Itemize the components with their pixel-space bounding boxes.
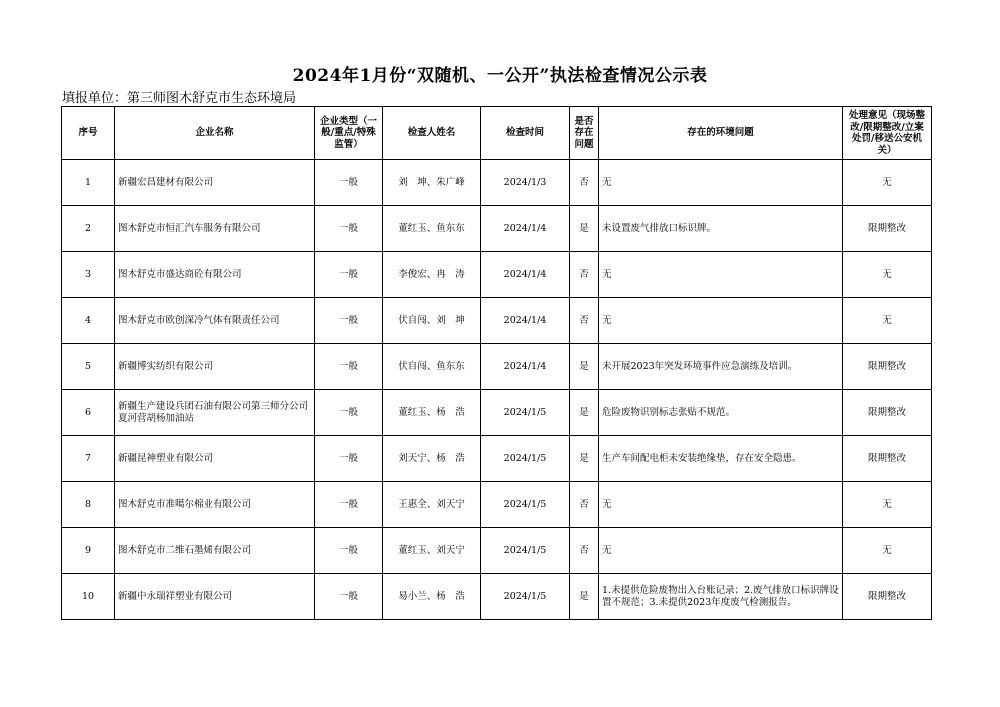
cell-issue: 无 xyxy=(599,298,843,344)
cell-date: 2024/1/4 xyxy=(481,298,570,344)
cell-result: 无 xyxy=(843,160,932,206)
cell-company-type: 一般 xyxy=(315,390,383,436)
cell-has-issue: 否 xyxy=(570,160,599,206)
cell-company-name: 新疆生产建设兵团石油有限公司第三师分公司夏河营胡杨加油站 xyxy=(115,390,315,436)
cell-inspector: 董红玉、鱼东东 xyxy=(383,206,481,252)
cell-no: 10 xyxy=(62,574,115,620)
table-row xyxy=(62,390,932,436)
cell-date: 2024/1/4 xyxy=(481,206,570,252)
cell-result: 限期整改 xyxy=(843,344,932,390)
inspection-table xyxy=(61,106,932,620)
cell-company-name: 图木舒克市盛达商砼有限公司 xyxy=(115,252,315,298)
header-no: 序号 xyxy=(62,107,115,160)
cell-date: 2024/1/5 xyxy=(481,482,570,528)
cell-has-issue: 否 xyxy=(570,298,599,344)
cell-company-type: 一般 xyxy=(315,252,383,298)
cell-inspector: 刘天宁、杨 浩 xyxy=(383,436,481,482)
cell-result: 限期整改 xyxy=(843,206,932,252)
header-company-name: 企业名称 xyxy=(115,107,315,160)
cell-company-type: 一般 xyxy=(315,436,383,482)
cell-no: 8 xyxy=(62,482,115,528)
cell-inspector: 伏自闯、鱼东东 xyxy=(383,344,481,390)
cell-no: 9 xyxy=(62,528,115,574)
header-result: 处理意见（现场整改/限期整改/立案处罚/移送公安机关） xyxy=(843,107,932,160)
cell-date: 2024/1/4 xyxy=(481,252,570,298)
cell-no: 5 xyxy=(62,344,115,390)
header-date: 检查时间 xyxy=(481,107,570,160)
cell-result: 无 xyxy=(843,252,932,298)
cell-company-type: 一般 xyxy=(315,528,383,574)
cell-result: 无 xyxy=(843,298,932,344)
header-has-issue: 是否存在问题 xyxy=(570,107,599,160)
cell-has-issue: 是 xyxy=(570,574,599,620)
cell-inspector: 董红玉、刘天宁 xyxy=(383,528,481,574)
cell-issue: 未开展2023年突发环境事件应急演练及培训。 xyxy=(599,344,843,390)
cell-issue: 无 xyxy=(599,160,843,206)
cell-company-name: 新疆昆神塑业有限公司 xyxy=(115,436,315,482)
table-row xyxy=(62,252,932,298)
cell-issue: 无 xyxy=(599,482,843,528)
cell-has-issue: 否 xyxy=(570,528,599,574)
cell-inspector: 伏自闯、刘 坤 xyxy=(383,298,481,344)
cell-company-name: 新疆中永瑞祥塑业有限公司 xyxy=(115,574,315,620)
cell-company-type: 一般 xyxy=(315,574,383,620)
table-row xyxy=(62,436,932,482)
header-issue: 存在的环境问题 xyxy=(599,107,843,160)
header-inspector: 检查人姓名 xyxy=(383,107,481,160)
cell-company-name: 新疆博实纺织有限公司 xyxy=(115,344,315,390)
cell-issue: 1.未提供危险废物出入台账记录；2.废气排放口标识牌设置不规范；3.未提供2023年度废气检测报告。 xyxy=(599,574,843,620)
cell-company-name: 新疆宏昌建材有限公司 xyxy=(115,160,315,206)
cell-issue: 未设置废气排放口标识牌。 xyxy=(599,206,843,252)
table-header-row xyxy=(62,107,932,160)
cell-issue: 危险废物识别标志张贴不规范。 xyxy=(599,390,843,436)
cell-has-issue: 是 xyxy=(570,436,599,482)
cell-issue: 无 xyxy=(599,252,843,298)
cell-company-type: 一般 xyxy=(315,298,383,344)
cell-result: 限期整改 xyxy=(843,436,932,482)
table-row xyxy=(62,528,932,574)
reporting-unit: 填报单位：第三师图木舒克市生态环境局 xyxy=(62,91,297,106)
cell-has-issue: 是 xyxy=(570,206,599,252)
cell-inspector: 董红玉、杨 浩 xyxy=(383,390,481,436)
cell-result: 限期整改 xyxy=(843,574,932,620)
table-row xyxy=(62,206,932,252)
cell-has-issue: 否 xyxy=(570,482,599,528)
cell-inspector: 易小兰、杨 浩 xyxy=(383,574,481,620)
cell-no: 7 xyxy=(62,436,115,482)
cell-result: 无 xyxy=(843,528,932,574)
cell-inspector: 王惠全、刘天宁 xyxy=(383,482,481,528)
document-title: 2024年1月份“双随机、一公开”执法检查情况公示表 xyxy=(292,66,708,86)
cell-date: 2024/1/5 xyxy=(481,528,570,574)
cell-date: 2024/1/5 xyxy=(481,436,570,482)
cell-inspector: 李俊宏、冉 涛 xyxy=(383,252,481,298)
cell-has-issue: 是 xyxy=(570,390,599,436)
header-company-type: 企业类型（一般/重点/特殊监管） xyxy=(315,107,383,160)
table-row xyxy=(62,160,932,206)
cell-issue: 无 xyxy=(599,528,843,574)
cell-date: 2024/1/3 xyxy=(481,160,570,206)
table-row xyxy=(62,482,932,528)
cell-date: 2024/1/5 xyxy=(481,390,570,436)
cell-date: 2024/1/5 xyxy=(481,574,570,620)
cell-company-type: 一般 xyxy=(315,344,383,390)
cell-date: 2024/1/4 xyxy=(481,344,570,390)
table-row xyxy=(62,344,932,390)
cell-no: 3 xyxy=(62,252,115,298)
table-row xyxy=(62,574,932,620)
cell-issue: 生产车间配电柜未安装绝缘垫，存在安全隐患。 xyxy=(599,436,843,482)
cell-has-issue: 是 xyxy=(570,344,599,390)
cell-company-name: 图木舒克市恒汇汽车服务有限公司 xyxy=(115,206,315,252)
cell-company-name: 图木舒克市欧创深冷气体有限责任公司 xyxy=(115,298,315,344)
cell-no: 2 xyxy=(62,206,115,252)
cell-company-name: 图木舒克市二维石墨烯有限公司 xyxy=(115,528,315,574)
cell-no: 4 xyxy=(62,298,115,344)
cell-company-type: 一般 xyxy=(315,206,383,252)
cell-company-name: 图木舒克市准噶尔棉业有限公司 xyxy=(115,482,315,528)
cell-result: 无 xyxy=(843,482,932,528)
cell-no: 6 xyxy=(62,390,115,436)
cell-company-type: 一般 xyxy=(315,160,383,206)
cell-no: 1 xyxy=(62,160,115,206)
cell-company-type: 一般 xyxy=(315,482,383,528)
cell-inspector: 刘 坤、朱广峰 xyxy=(383,160,481,206)
cell-result: 限期整改 xyxy=(843,390,932,436)
table-row xyxy=(62,298,932,344)
cell-has-issue: 否 xyxy=(570,252,599,298)
